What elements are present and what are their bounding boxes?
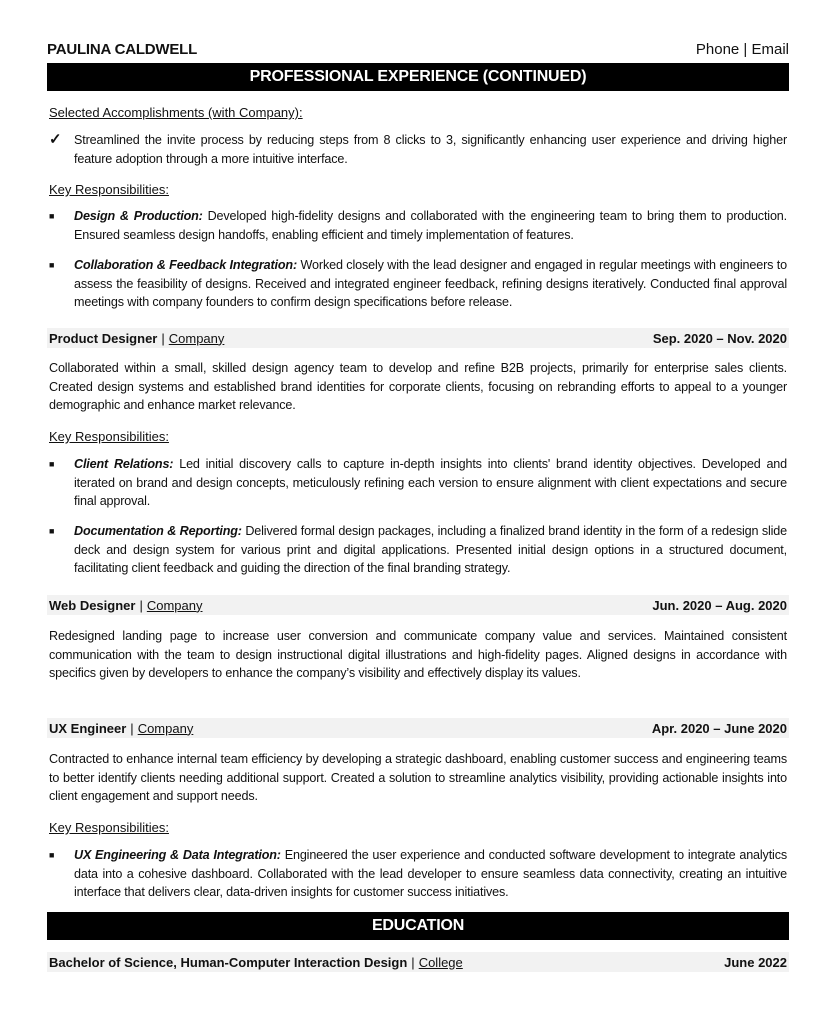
job-header-web-designer [47, 595, 789, 615]
responsibility-text [74, 455, 787, 511]
bullet-icon: ■ [49, 459, 55, 469]
accomplishments-label: Selected Accomplishments (with Company): [49, 105, 303, 120]
responsibility-title: Client Relations: [74, 457, 174, 471]
job-dates: Jun. 2020 – Aug. 2020 [652, 597, 787, 613]
job-header-ux-engineer [47, 718, 789, 738]
responsibility-text [74, 846, 787, 902]
candidate-name: PAULINA CALDWELL [47, 40, 198, 58]
degree-school [49, 955, 463, 970]
job-title-company [49, 331, 224, 346]
job-summary: Collaborated within a small, skilled design agency team to develop and refine B2B projects, primarily for enterprise sales clients. Created design systems and established brand identities for corporate clients, focusing on rebranding efforts to appeal to a younger demographic and enhance market relevance. [49, 361, 787, 412]
resume-header [47, 39, 789, 59]
responsibilities-label: Key Responsibilities: [49, 182, 169, 197]
degree: Bachelor of Science, Human-Computer Interaction Design [49, 954, 408, 970]
job-summary: Redesigned landing page to increase user conversion and communicate company value and services. Maintained consistent communication with the team to design instructional digital illustrations and high-fidelity pages. Aligned designs in accordance with specifics given by developers to enhance the company’s visibility and effectively display its values. [49, 629, 787, 680]
company-link[interactable]: Company [168, 330, 225, 346]
accomplishment-text: Streamlined the invite process by reducing steps from 8 clicks to 3, significantly enhancing user experience and driving higher feature adoption through a more intuitive interface. [74, 133, 787, 166]
responsibility-body: Delivered formal design packages, including a finalized brand identity in the form of a redesign slide deck and design system for various print and digital applications. Presented initial design options in a structured document, facilitating client feedback and guiding the direction of the final branding strategy. [74, 524, 787, 575]
responsibility-body: Developed high-fidelity designs and collaborated with the engineering team to bring them to production. Ensured seamless design handoffs, enabling efficient and timely implementation of features. [74, 209, 787, 242]
separator: | [130, 720, 134, 736]
accomplishment-item [49, 131, 787, 168]
responsibilities-label: Key Responsibilities: [49, 429, 169, 444]
bullet-icon: ■ [49, 850, 55, 860]
responsibilities-label: Key Responsibilities: [49, 820, 169, 835]
responsibility-body: Engineered the user experience and conducted software development to integrate analytics data into a cohesive dashboard. Collaborated with the lead developer to ensure seamless data connectivity, creating an intuitive interface that delivers clear, data-driven insights for customer success initiatives. [74, 848, 787, 899]
checkmark-icon: ✓ [49, 131, 62, 148]
education-row [47, 952, 789, 972]
bullet-icon: ■ [49, 526, 55, 536]
job-header-product-designer [47, 328, 789, 348]
separator: | [161, 330, 165, 346]
responsibility-body: Worked closely with the lead designer and engaged in regular meetings with engineers to assess the feasibility of designs. Received and integrated engineer feedback, refining designs iteratively. Conducted final approval meetings with company founders to confirm design specifications before release. [74, 258, 788, 309]
responsibility-body: Led initial discovery calls to capture in-depth insights into clients' brand identity objectives. Developed and iterated on brand and design concepts, meticulously refining each version to ensure alignment with client expectations and secure final approval. [74, 457, 788, 508]
responsibility-item [49, 522, 787, 578]
job-title: Web Designer [49, 597, 136, 613]
bullet-icon: ■ [49, 260, 55, 270]
separator: | [139, 597, 143, 613]
responsibility-title: Design & Production: [74, 209, 203, 223]
company-link[interactable]: Company [137, 720, 194, 736]
job-title-company [49, 598, 202, 613]
job-summary: Contracted to enhance internal team efficiency by developing a strategic dashboard, enabling customer success and engineering teams to better identify clients needing additional support. Created a solution to streamline analytics visibility, providing actionable insights into client engagement and support needs. [49, 752, 787, 803]
job-title-company [49, 721, 193, 736]
responsibility-text [74, 522, 787, 578]
job-title: Product Designer [49, 330, 158, 346]
contact-info: Phone | Email [695, 40, 789, 58]
responsibility-text [74, 256, 787, 312]
separator: | [411, 954, 415, 970]
responsibility-title: UX Engineering & Data Integration: [74, 848, 281, 862]
responsibility-title: Collaboration & Feedback Integration: [74, 258, 298, 272]
responsibility-text [74, 207, 787, 244]
section-header-experience: PROFESSIONAL EXPERIENCE (CONTINUED) [47, 63, 789, 91]
responsibility-item [49, 256, 787, 312]
job-title: UX Engineer [49, 720, 127, 736]
responsibility-title: Documentation & Reporting: [74, 524, 242, 538]
section-header-education: EDUCATION [47, 912, 789, 940]
bullet-icon: ■ [49, 211, 55, 221]
graduation-date: June 2022 [724, 954, 787, 970]
company-link[interactable]: Company [146, 597, 203, 613]
school-link[interactable]: College [418, 954, 463, 970]
job-dates: Sep. 2020 – Nov. 2020 [652, 330, 787, 346]
responsibility-item [49, 455, 787, 511]
responsibility-item [49, 846, 787, 902]
job-dates: Apr. 2020 – June 2020 [651, 720, 787, 736]
responsibility-item [49, 207, 787, 244]
